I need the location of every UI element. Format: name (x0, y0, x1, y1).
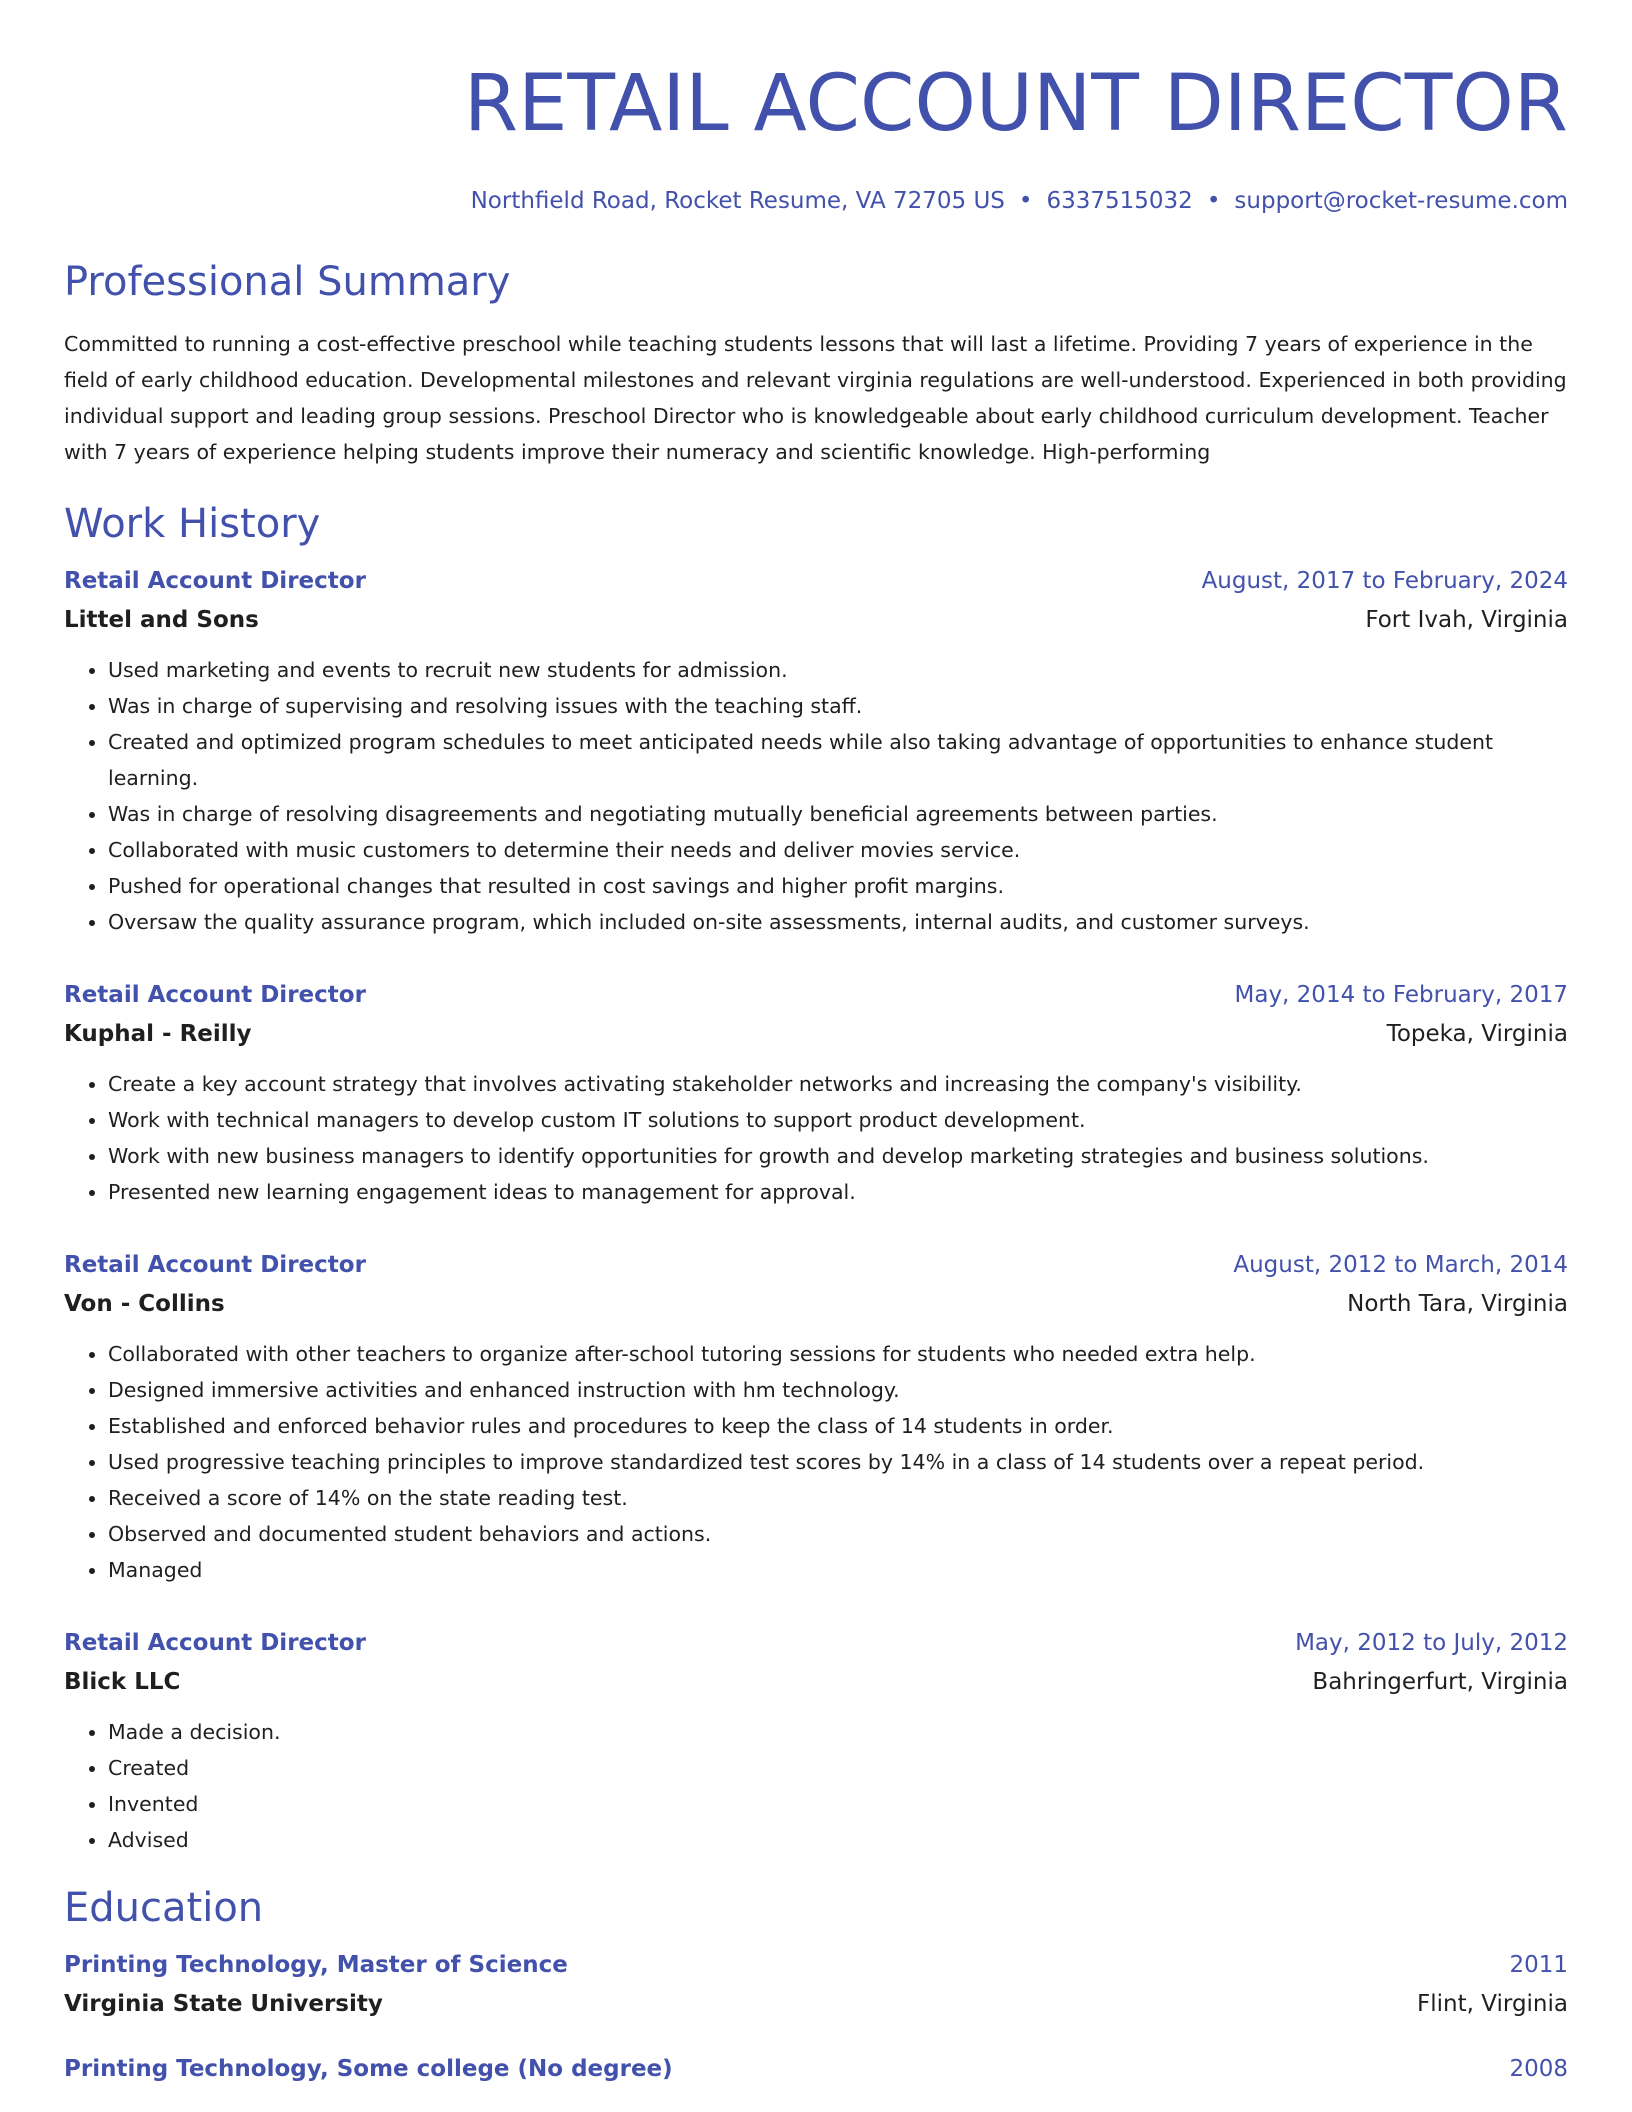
job-company-row (64, 600, 1568, 640)
job-dates: May, 2014 to February, 2017 (1234, 982, 1568, 1008)
job-bullet: • Created (108, 1750, 1568, 1786)
job-dates: August, 2017 to February, 2024 (1201, 568, 1568, 594)
education-degree: Printing Technology, Master of Science (64, 1952, 568, 1978)
job-bullet: • Created and optimized program schedules to meet anticipated needs while also taking advantage of opportunities to enhance student learning. (108, 724, 1568, 796)
job-company-row (64, 1014, 1568, 1054)
job-bullet: • Used progressive teaching principles to improve standardized test scores by 14% in a class of 14 students over a repeat period. (108, 1444, 1568, 1480)
job-bullet-list (64, 1336, 1568, 1588)
job-bullet-list (64, 652, 1568, 940)
job-bullet-list (64, 1066, 1568, 1210)
work-history-heading: Work History (64, 501, 321, 547)
job-title: Retail Account Director (64, 1252, 366, 1278)
job-bullet: • Presented new learning engagement ideas to management for approval. (108, 1174, 1568, 1210)
education-list (64, 1946, 1568, 2088)
job-bullet: • Established and enforced behavior rules and procedures to keep the class of 14 students in order. (108, 1408, 1568, 1444)
contact-phone: 6337515032 (1046, 188, 1193, 214)
job-location: Bahringerfurt, Virginia (1312, 1669, 1568, 1695)
job-location: Fort Ivah, Virginia (1365, 607, 1568, 633)
job-location: Topeka, Virginia (1386, 1021, 1568, 1047)
job-bullet: • Made a decision. (108, 1714, 1568, 1750)
education-school-row (64, 1984, 1568, 2024)
education-location: Flint, Virginia (1417, 1991, 1568, 2017)
summary-heading: Professional Summary (64, 259, 511, 305)
job-bullet: • Collaborated with other teachers to organize after-school tutoring sessions for students who needed extra help. (108, 1336, 1568, 1372)
job-title-row (64, 976, 1568, 1014)
job-title-row (64, 1624, 1568, 1662)
resume-page (64, 0, 1568, 2088)
job-company: Kuphal - Reilly (64, 1021, 252, 1047)
education-degree-row (64, 2050, 1568, 2088)
job-bullet: • Managed (108, 1552, 1568, 1588)
job-entry (64, 1624, 1568, 1858)
work-history-list (64, 562, 1568, 1858)
education-year: 2008 (1509, 2056, 1568, 2082)
job-title-row (64, 562, 1568, 600)
job-dates: August, 2012 to March, 2014 (1233, 1252, 1568, 1278)
job-bullet: • Was in charge of resolving disagreements and negotiating mutually beneficial agreements between parties. (108, 796, 1568, 832)
job-location: North Tara, Virginia (1347, 1291, 1568, 1317)
education-heading: Education (64, 1885, 264, 1931)
contact-address: Northfield Road, Rocket Resume, VA 72705 US (470, 188, 1005, 214)
job-company: Von - Collins (64, 1291, 225, 1317)
education-entry (64, 2050, 1568, 2088)
job-bullet: • Was in charge of supervising and resolving issues with the teaching staff. (108, 688, 1568, 724)
education-degree-row (64, 1946, 1568, 1984)
education-degree: Printing Technology, Some college (No degree) (64, 2056, 673, 2082)
contact-email[interactable]: support@rocket-resume.com (1234, 188, 1568, 214)
job-title-row (64, 1246, 1568, 1284)
contact-separator: • (1018, 188, 1033, 214)
contact-separator: • (1206, 188, 1221, 214)
job-bullet: • Pushed for operational changes that resulted in cost savings and higher profit margins. (108, 868, 1568, 904)
job-entry (64, 562, 1568, 940)
job-dates: May, 2012 to July, 2012 (1295, 1630, 1568, 1656)
job-company-row (64, 1662, 1568, 1702)
job-bullet: • Designed immersive activities and enhanced instruction with hm technology. (108, 1372, 1568, 1408)
job-entry (64, 976, 1568, 1210)
education-school: Virginia State University (64, 1991, 383, 2017)
contact-line (64, 186, 1568, 216)
job-bullet-list (64, 1714, 1568, 1858)
resume-title: RETAIL ACCOUNT DIRECTOR (463, 59, 1568, 149)
job-title: Retail Account Director (64, 1630, 366, 1656)
job-title: Retail Account Director (64, 568, 366, 594)
education-entry (64, 1946, 1568, 2024)
job-bullet: • Invented (108, 1786, 1568, 1822)
job-company-row (64, 1284, 1568, 1324)
job-company: Blick LLC (64, 1669, 181, 1695)
job-bullet: • Oversaw the quality assurance program, which included on-site assessments, internal audits, and customer surveys. (108, 904, 1568, 940)
job-bullet: • Received a score of 14% on the state reading test. (108, 1480, 1568, 1516)
job-bullet: • Used marketing and events to recruit new students for admission. (108, 652, 1568, 688)
job-bullet: • Create a key account strategy that involves activating stakeholder networks and increasing the company's visibility. (108, 1066, 1568, 1102)
job-bullet: • Advised (108, 1822, 1568, 1858)
job-company: Littel and Sons (64, 607, 259, 633)
job-bullet: • Work with new business managers to identify opportunities for growth and develop marketing strategies and business solutions. (108, 1138, 1568, 1174)
job-entry (64, 1246, 1568, 1588)
education-year: 2011 (1509, 1952, 1568, 1978)
summary-text: Committed to running a cost-effective preschool while teaching students lessons that will last a lifetime. Providing 7 years of experience in the field of early childhood education. Developmental milestones and relevant virginia regulations are well-understood. Experienced in both providing individual support and leading group sessions. Preschool Director who is knowledgeable about early childhood curriculum development. Teacher with 7 years of experience helping students improve their numeracy and scientific knowledge. High-performing (64, 332, 1567, 464)
job-bullet: • Work with technical managers to develop custom IT solutions to support product development. (108, 1102, 1568, 1138)
job-bullet: • Observed and documented student behaviors and actions. (108, 1516, 1568, 1552)
job-bullet: • Collaborated with music customers to determine their needs and deliver movies service. (108, 832, 1568, 868)
job-title: Retail Account Director (64, 982, 366, 1008)
